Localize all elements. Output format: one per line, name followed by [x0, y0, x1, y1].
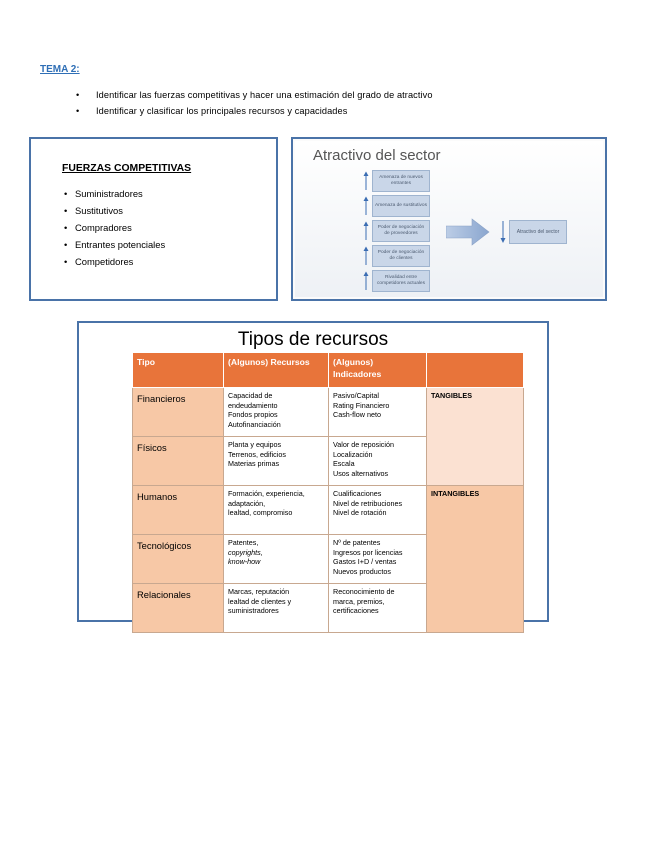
- cell-line: Cualificaciones: [333, 489, 382, 498]
- fuerzas-item: [64, 188, 143, 199]
- indicadores-cell: [329, 584, 427, 633]
- indicadores-cell: [329, 388, 427, 437]
- indicadores-cell: [329, 535, 427, 584]
- recursos-cell: [224, 584, 329, 633]
- force-box: Poder de negociación de clientes: [372, 245, 430, 267]
- cell-line: endeudamiento: [228, 400, 278, 410]
- arrow-up-icon: [363, 196, 369, 216]
- force-box: Rivalidad entre competidores actuales: [372, 270, 430, 292]
- tipo-cell: Relacionales: [133, 584, 224, 633]
- cell-line: Gastos I+D / ventas: [333, 557, 397, 567]
- cell-line: Ingresos por licencias: [333, 547, 403, 557]
- cell-line: Usos alternativos: [333, 469, 389, 479]
- force-box: Amenaza de nuevos entrantes: [372, 170, 430, 192]
- column-header: Tipo: [133, 353, 224, 388]
- force-box: Amenaza de sustitutivos: [372, 195, 430, 217]
- recursos-cell: [224, 486, 329, 535]
- bullet-icon: •: [64, 188, 68, 199]
- tipo-cell: Tecnológicos: [133, 535, 224, 584]
- cell-line: marca, premios,: [333, 596, 385, 606]
- tipo-cell: Físicos: [133, 437, 224, 486]
- recursos-title: Tipos de recursos: [237, 329, 389, 350]
- recursos-table: [132, 352, 524, 633]
- cell-line: certificaciones: [333, 606, 379, 616]
- atractivo-box: [291, 137, 607, 301]
- column-header: (Algunos) Indicadores: [329, 353, 427, 388]
- cell-line: suministradores: [228, 606, 279, 616]
- objective-text: Identificar las fuerzas competitivas y hacer una estimación del grado de atractivo: [96, 90, 433, 100]
- fuerzas-item-label: Competidores: [75, 256, 134, 267]
- recursos-cell: [224, 535, 329, 584]
- cell-line: lealtad, compromiso: [228, 508, 293, 518]
- cell-line: Localización: [333, 449, 373, 459]
- arrow-up-icon: [363, 271, 369, 291]
- cell-line: Valor de reposición: [333, 440, 394, 449]
- table-row: [133, 388, 524, 437]
- column-header: (Algunos) Recursos: [224, 353, 329, 388]
- atractivo-title: Atractivo del sector: [313, 147, 441, 164]
- cell-line: Terrenos, edificios: [228, 449, 286, 459]
- arrow-up-icon: [363, 246, 369, 266]
- force-box: Poder de negociación de proveedores: [372, 220, 430, 242]
- recursos-box: [77, 321, 549, 622]
- tipo-cell: Humanos: [133, 486, 224, 535]
- cell-line: Formación, experiencia,: [228, 489, 305, 498]
- arrow-down-icon: [500, 220, 506, 244]
- cell-line: Nº de patentes: [333, 538, 381, 547]
- recursos-cell: [224, 388, 329, 437]
- arrow-up-icon: [363, 171, 369, 191]
- cell-line: Reconocimiento de: [333, 587, 395, 596]
- bullet-icon: •: [64, 205, 68, 216]
- fuerzas-box: [29, 137, 278, 301]
- fuerzas-item: [64, 205, 123, 216]
- fuerzas-item-label: Sustitutivos: [75, 205, 123, 216]
- cell-line: Marcas, reputación: [228, 587, 290, 596]
- fuerzas-item: [64, 222, 132, 233]
- arrow-up-icon: [363, 221, 369, 241]
- cell-line: copyrights,: [228, 547, 263, 557]
- fuerzas-item-label: Suministradores: [75, 188, 143, 199]
- cell-line: Escala: [333, 459, 355, 469]
- cell-line: lealtad de clientes y: [228, 596, 292, 606]
- cell-line: adaptación,: [228, 498, 266, 508]
- atractivo-slide: [295, 141, 603, 297]
- cell-line: Capacidad de: [228, 391, 273, 400]
- indicadores-cell: [329, 437, 427, 486]
- bullet-icon: •: [76, 90, 80, 100]
- cell-line: know-how: [228, 557, 261, 567]
- bullet-icon: •: [76, 106, 80, 116]
- cell-line: Patentes,: [228, 538, 259, 547]
- cell-line: Pasivo/Capital: [333, 391, 379, 400]
- cell-line: Cash-flow neto: [333, 410, 381, 420]
- tangibles-cell: TANGIBLES: [427, 388, 524, 486]
- cell-line: Rating Financiero: [333, 400, 390, 410]
- bullet-icon: •: [64, 256, 68, 267]
- fuerzas-item-label: Entrantes potenciales: [75, 239, 166, 250]
- cell-line: Nivel de retribuciones: [333, 498, 403, 508]
- cell-line: Nivel de rotación: [333, 508, 387, 518]
- bullet-icon: •: [64, 239, 68, 250]
- cell-line: Materias primas: [228, 459, 280, 469]
- arrow-right-icon: [446, 218, 490, 246]
- table-header-row: [133, 353, 524, 388]
- objective-text: Identificar y clasificar los principales recursos y capacidades: [96, 106, 348, 116]
- bullet-icon: •: [64, 222, 68, 233]
- column-header: [427, 353, 524, 388]
- fuerzas-item-label: Compradores: [75, 222, 132, 233]
- fuerzas-title: FUERZAS COMPETITIVAS: [62, 163, 192, 174]
- recursos-cell: [224, 437, 329, 486]
- table-row: [133, 486, 524, 535]
- cell-line: Fondos propios: [228, 410, 278, 420]
- tipo-cell: Financieros: [133, 388, 224, 437]
- result-box: Atractivo del sector: [509, 220, 567, 244]
- cell-line: Planta y equipos: [228, 440, 282, 449]
- fuerzas-item: [64, 256, 134, 267]
- cell-line: Autofinanciación: [228, 420, 281, 430]
- cell-line: Nuevos productos: [333, 567, 391, 577]
- section-heading: TEMA 2:: [40, 64, 80, 75]
- indicadores-cell: [329, 486, 427, 535]
- fuerzas-item: [64, 239, 166, 250]
- intangibles-cell: INTANGIBLES: [427, 486, 524, 633]
